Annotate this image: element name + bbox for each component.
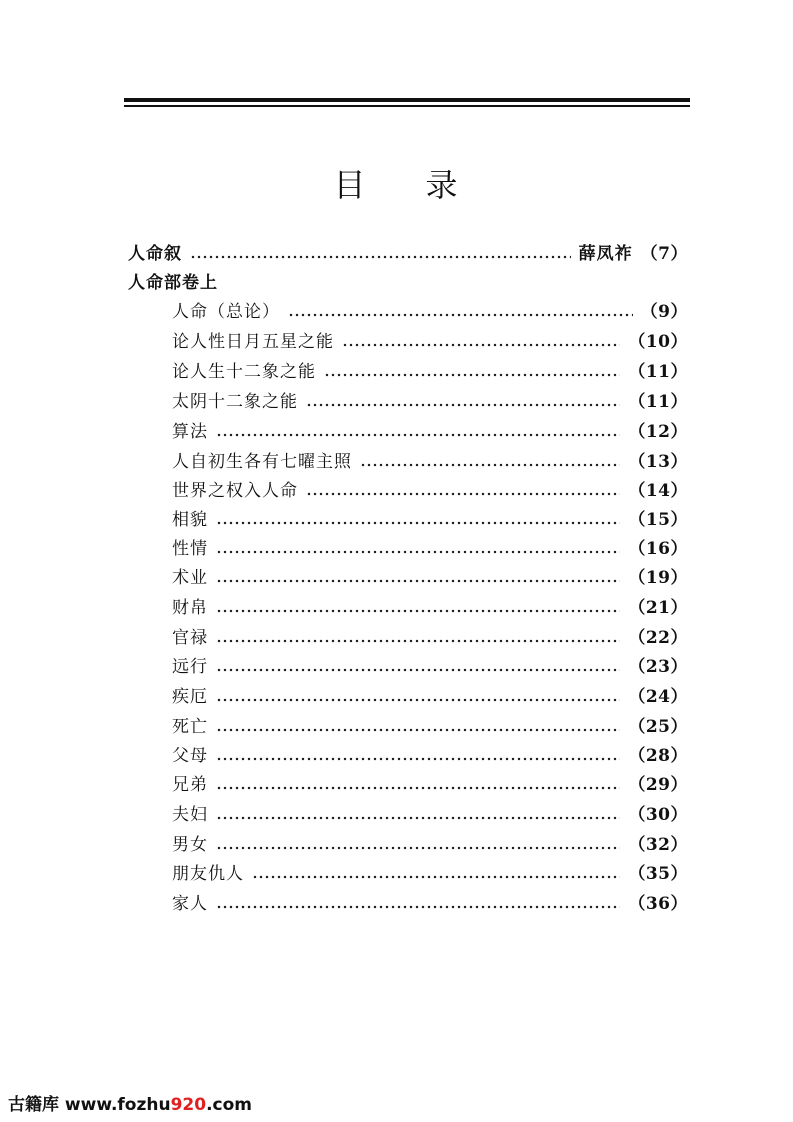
toc-entry-label: 人命（总论） (172, 302, 280, 322)
toc-entry[interactable] (172, 804, 688, 826)
toc-entry-label: 太阴十二象之能 (172, 392, 298, 412)
toc-entry[interactable] (172, 745, 688, 767)
dot-leader (190, 255, 571, 259)
toc-entry-author: 薛凤祚 (578, 244, 633, 264)
dot-leader (216, 521, 620, 525)
toc-entry-label: 世界之权入人命 (172, 481, 298, 501)
toc-entry-label: 人命叙 (128, 244, 182, 264)
dot-leader (216, 579, 620, 583)
dot-leader (216, 905, 620, 909)
header-rule-thin (124, 105, 690, 107)
toc-entry-page: （9） (640, 302, 688, 322)
dot-leader (216, 757, 620, 761)
toc-entry-page: （10） (628, 332, 688, 352)
toc-entry[interactable] (172, 627, 688, 649)
toc-entry[interactable] (172, 451, 688, 473)
dot-leader (216, 846, 620, 850)
toc-entry-page: （13） (628, 452, 688, 472)
toc-entry-label: 朋友仇人 (172, 864, 244, 884)
dot-leader (306, 492, 620, 496)
toc-entry-label: 性情 (172, 539, 208, 559)
toc-entry-label: 死亡 (172, 717, 208, 737)
toc-entry[interactable] (172, 331, 688, 353)
toc-entry[interactable] (172, 480, 688, 502)
dot-leader (342, 343, 620, 347)
dot-leader (216, 550, 620, 554)
toc-entry-page: （12） (628, 422, 688, 442)
title-char-2: 录 (425, 166, 460, 204)
toc-entry[interactable] (172, 686, 688, 708)
watermark-url-prefix: www.fozhu (64, 1095, 171, 1115)
watermark-url-number: 920 (170, 1095, 207, 1115)
toc-entry-label: 夫妇 (172, 805, 208, 825)
toc-entry[interactable] (172, 391, 688, 413)
toc-entry-label: 财帛 (172, 598, 208, 618)
watermark-url-suffix: .com (206, 1095, 253, 1115)
dot-leader (216, 728, 620, 732)
toc-entry-label: 远行 (172, 657, 208, 677)
toc-entry-page: （35） (628, 864, 688, 884)
dot-leader (216, 609, 620, 613)
toc-entry-page: （28） (628, 746, 688, 766)
toc-entry-page: （23） (628, 657, 688, 677)
toc-entry-page: （7） (640, 244, 688, 264)
toc-entry-preface[interactable] (128, 243, 688, 265)
title-char-1: 目 (333, 166, 368, 204)
toc-entry[interactable] (172, 863, 688, 885)
dot-leader (216, 816, 620, 820)
toc-entry-label: 兄弟 (172, 775, 208, 795)
dot-leader (252, 875, 620, 879)
dot-leader (306, 403, 620, 407)
page-title (0, 160, 793, 206)
toc-entry-label: 算法 (172, 422, 208, 442)
toc-entry[interactable] (172, 774, 688, 796)
dot-leader (324, 373, 620, 377)
toc-entry[interactable] (172, 893, 688, 915)
toc-entry[interactable] (172, 567, 688, 589)
toc-entry[interactable] (172, 656, 688, 678)
dot-leader (216, 668, 620, 672)
toc-section-heading[interactable] (128, 272, 218, 294)
toc-entry[interactable] (172, 834, 688, 856)
toc-entry[interactable] (172, 716, 688, 738)
toc-entry-page: （19） (628, 568, 688, 588)
watermark-site-name: 古籍库 (8, 1095, 59, 1115)
toc-entry-page: （25） (628, 717, 688, 737)
dot-leader (360, 463, 620, 467)
toc-entry[interactable] (172, 421, 688, 443)
toc-entry[interactable] (172, 361, 688, 383)
toc-entry-label: 论人性日月五星之能 (172, 332, 334, 352)
dot-leader (216, 433, 620, 437)
toc-entry-page: （11） (628, 392, 688, 412)
dot-leader (216, 786, 620, 790)
toc-entry[interactable] (172, 538, 688, 560)
dot-leader (216, 698, 620, 702)
toc-entry-page: （11） (628, 362, 688, 382)
toc-entry-page: （29） (628, 775, 688, 795)
toc-entry[interactable] (172, 301, 688, 323)
toc-entry-label: 官禄 (172, 628, 208, 648)
toc-entry-page: （14） (628, 481, 688, 501)
toc-entry-page: （24） (628, 687, 688, 707)
toc-entry-label: 父母 (172, 746, 208, 766)
toc-entry-page: （36） (628, 894, 688, 914)
toc-entry-label: 疾厄 (172, 687, 208, 707)
header-rule-thick (124, 98, 690, 102)
toc-entry[interactable] (172, 597, 688, 619)
toc-section-label: 人命部卷上 (128, 273, 218, 293)
toc-entry-label: 相貌 (172, 510, 208, 530)
toc-entry-label: 人自初生各有七曜主照 (172, 452, 352, 472)
toc-entry[interactable] (172, 509, 688, 531)
toc-entry-page: （15） (628, 510, 688, 530)
toc-entry-page: （22） (628, 628, 688, 648)
watermark-footer (8, 1090, 252, 1115)
toc-entry-label: 术业 (172, 568, 208, 588)
toc-entry-label: 男女 (172, 835, 208, 855)
toc-entry-page: （32） (628, 835, 688, 855)
toc-entry-label: 家人 (172, 894, 208, 914)
dot-leader (288, 313, 633, 317)
dot-leader (216, 639, 620, 643)
toc-entry-page: （30） (628, 805, 688, 825)
toc-entry-page: （21） (628, 598, 688, 618)
toc-entry-label: 论人生十二象之能 (172, 362, 316, 382)
toc-entry-page: （16） (628, 539, 688, 559)
